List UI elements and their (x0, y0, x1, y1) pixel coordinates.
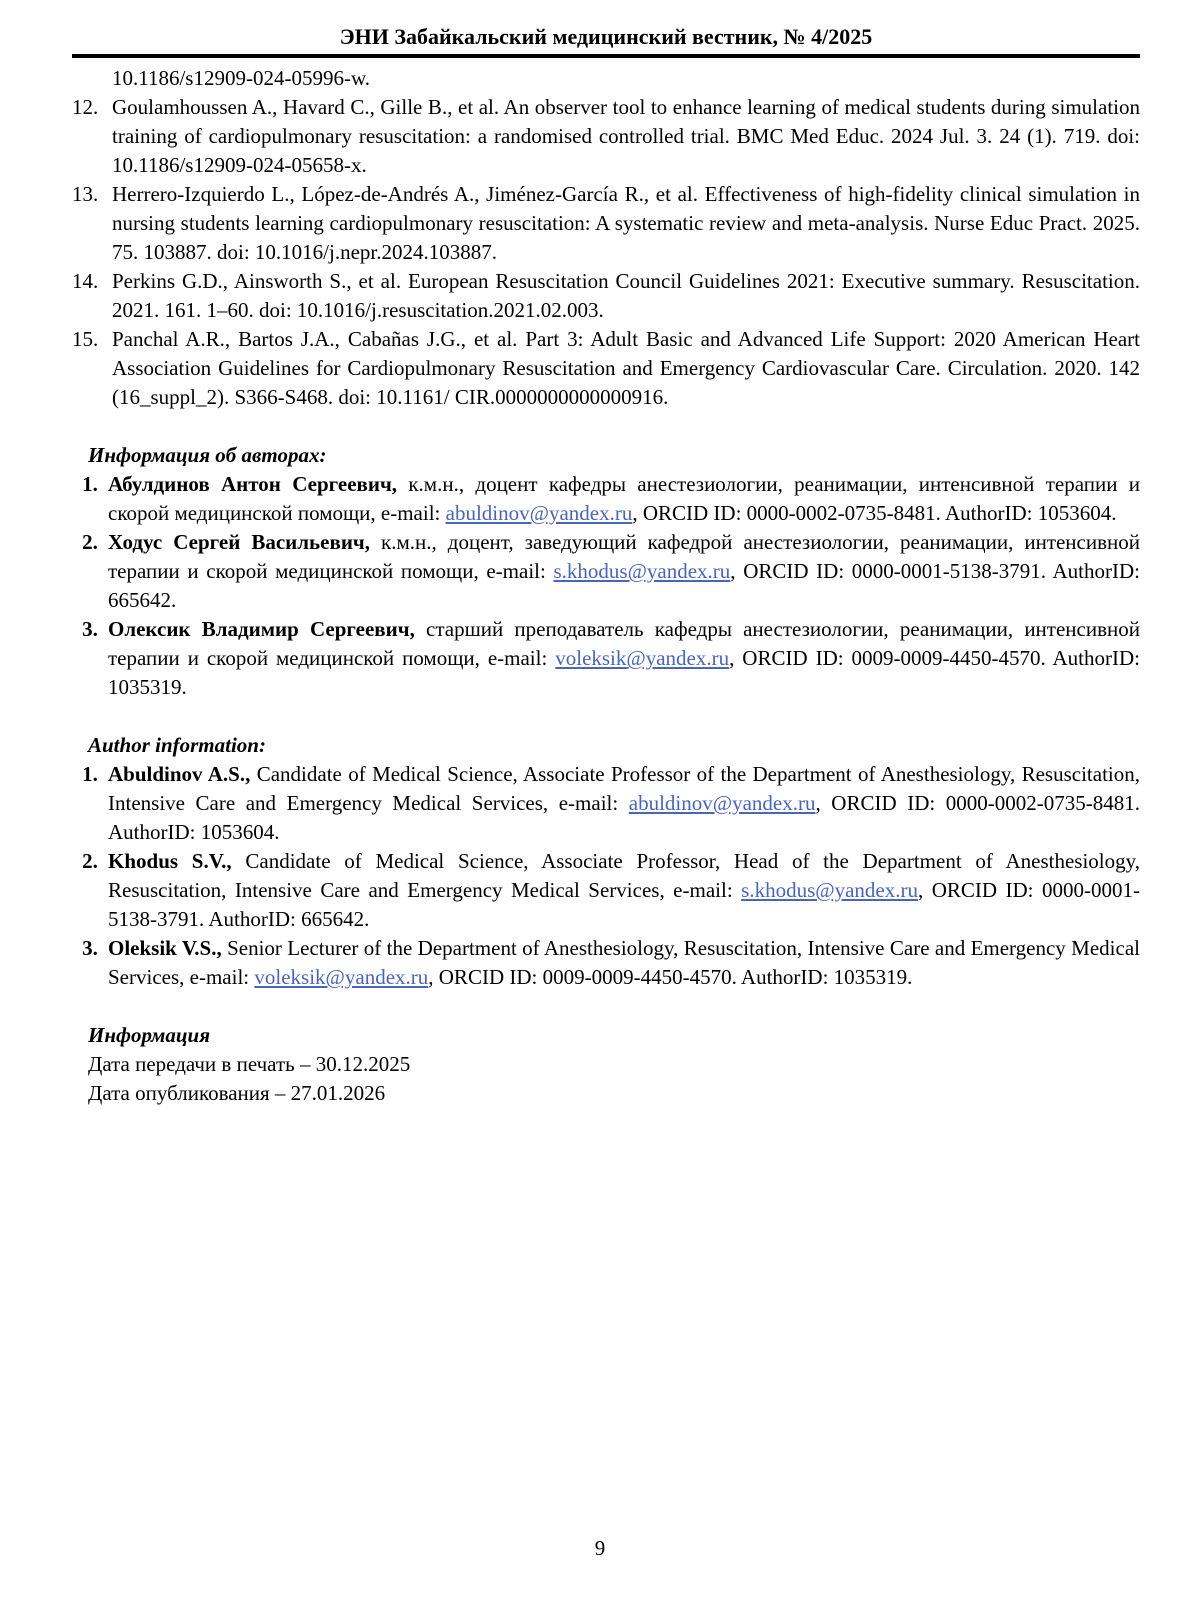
reference-text: Herrero-Izquierdo L., López-de-Andrés A., Jiménez-García R., et al. Effectiveness of high-fidelity clinical simulation in nursing students learning cardiopulmonary resuscitation: A systematic review and meta-analysis. Nurse Educ Pract. 2025. 75. 103887. doi: 10.1016/j.nepr.2024.103887. (112, 182, 1140, 264)
authors-en-heading: Author information: (88, 733, 266, 757)
author-entry (108, 760, 1140, 847)
publication-info-heading: Информация (88, 1023, 211, 1047)
email-link[interactable]: abuldinov@yandex.ru (445, 501, 633, 525)
author-ids: , ORCID ID: 0000-0002-0735-8481. AuthorID: 1053604. (108, 791, 1140, 844)
page-number: 9 (594, 1536, 606, 1560)
email-link[interactable]: s.khodus@yandex.ru (741, 878, 918, 902)
author-name: Абулдинов Антон Сергеевич, (108, 472, 398, 496)
author-entry (108, 470, 1140, 528)
reference-number: 14. (72, 269, 99, 293)
author-number: 2. (82, 849, 98, 873)
author-ru-item-2 (72, 528, 1140, 615)
author-name: Oleksik V.S., (108, 936, 222, 960)
reference-text: Goulamhoussen A., Havard C., Gille B., et al. An observer tool to enhance learning of medical students during simulation training of cardiopulmonary resuscitation: a randomised controlled trial. BMC Med Educ. 2024 Jul. 3. 24 (1). 719. doi: 10.1186/s12909-024-05658-x. (112, 95, 1140, 177)
author-number: 2. (82, 530, 98, 554)
page-content (72, 64, 1140, 1108)
reference-item-13 (72, 180, 1140, 267)
author-ids: , ORCID ID: 0009-0009-4450-4570. AuthorID: 1035319. (428, 965, 913, 989)
author-number: 1. (82, 762, 98, 786)
author-details: к.м.н., доцент, заведующий кафедрой анестезиологии, реанимации, интенсивной терапии и скорой медицинской помощи, e-mail: (108, 530, 1141, 583)
author-ids: , ORCID ID: 0009-0009-4450-4570. AuthorID: 1035319. (108, 646, 1141, 699)
author-name: Abuldinov A.S., (108, 762, 251, 786)
print-date: Дата передачи в печать – 30.12.2025 (88, 1052, 411, 1076)
author-details: к.м.н., доцент кафедры анестезиологии, реанимации, интенсивной терапии и скорой медицинской помощи, e-mail: (108, 472, 1140, 525)
reference-number: 13. (72, 182, 99, 206)
reference-continuation: 10.1186/s12909-024-05996-w. (112, 66, 371, 90)
author-number: 3. (82, 617, 98, 641)
author-ids: , ORCID ID: 0000-0001-5138-3791. AuthorID: 665642. (108, 559, 1140, 612)
reference-item-14 (72, 267, 1140, 325)
author-ru-item-1 (72, 470, 1140, 528)
reference-item-12 (72, 93, 1140, 180)
header-divider (72, 54, 1140, 58)
author-details: Candidate of Medical Science, Associate Professor of the Department of Anesthesiology, Resuscitation, Intensive Care and Emergency Medical Services, e-mail: (108, 762, 1140, 815)
email-link[interactable]: abuldinov@yandex.ru (628, 791, 816, 815)
author-details: Candidate of Medical Science, Associate Professor, Head of the Department of Anesthesiology, Resuscitation, Intensive Care and Emergency Medical Services, e-mail: (108, 849, 1140, 902)
author-name: Олексик Владимир Сергеевич, (108, 617, 415, 641)
reference-text: Perkins G.D., Ainsworth S., et al. European Resuscitation Council Guidelines 2021: Executive summary. Resuscitation. 2021. 161. 1–60. doi: 10.1016/j.resuscitation.2021.02.003. (112, 269, 1140, 322)
author-name: Ходус Сергей Васильевич, (108, 530, 371, 554)
publish-date: Дата опубликования – 27.01.2026 (88, 1081, 386, 1105)
reference-item-15 (72, 325, 1140, 412)
journal-header: ЭНИ Забайкальский медицинский вестник, № 4/2025 (339, 24, 873, 49)
author-entry (108, 934, 1140, 992)
author-name: Khodus S.V., (108, 849, 232, 873)
author-details: Senior Lecturer of the Department of Anesthesiology, Resuscitation, Intensive Care and Emergency Medical Services, e-mail: (108, 936, 1140, 989)
author-ids: , ORCID ID: 0000-0001-5138-3791. AuthorID: 665642. (108, 878, 1140, 931)
reference-number: 12. (72, 95, 99, 119)
authors-ru-heading: Информация об авторах: (88, 443, 327, 467)
email-link[interactable]: s.khodus@yandex.ru (553, 559, 731, 583)
author-details: старший преподаватель кафедры анестезиологии, реанимации, интенсивной терапии и скорой медицинской помощи, e-mail: (108, 617, 1140, 670)
author-number: 1. (82, 472, 98, 496)
reference-number: 15. (72, 327, 99, 351)
author-entry (108, 847, 1140, 934)
author-entry (108, 615, 1140, 702)
author-en-item-2 (72, 847, 1140, 934)
reference-text: Panchal A.R., Bartos J.A., Cabañas J.G., et al. Part 3: Adult Basic and Advanced Life Support: 2020 American Heart Association Guidelines for Cardiopulmonary Resuscitation and Emergency Cardiovascular Care. Circulation. 2020. 142 (16_suppl_2). S366-S468. doi: 10.1161/ CIR.0000000000000916. (112, 327, 1140, 409)
email-link[interactable]: voleksik@yandex.ru (555, 646, 730, 670)
author-ids: , ORCID ID: 0000-0002-0735-8481. AuthorID: 1053604. (632, 501, 1117, 525)
author-en-item-3 (72, 934, 1140, 992)
author-ru-item-3 (72, 615, 1140, 702)
email-link[interactable]: voleksik@yandex.ru (254, 965, 429, 989)
author-entry (108, 528, 1140, 615)
author-number: 3. (82, 936, 98, 960)
author-en-item-1 (72, 760, 1140, 847)
